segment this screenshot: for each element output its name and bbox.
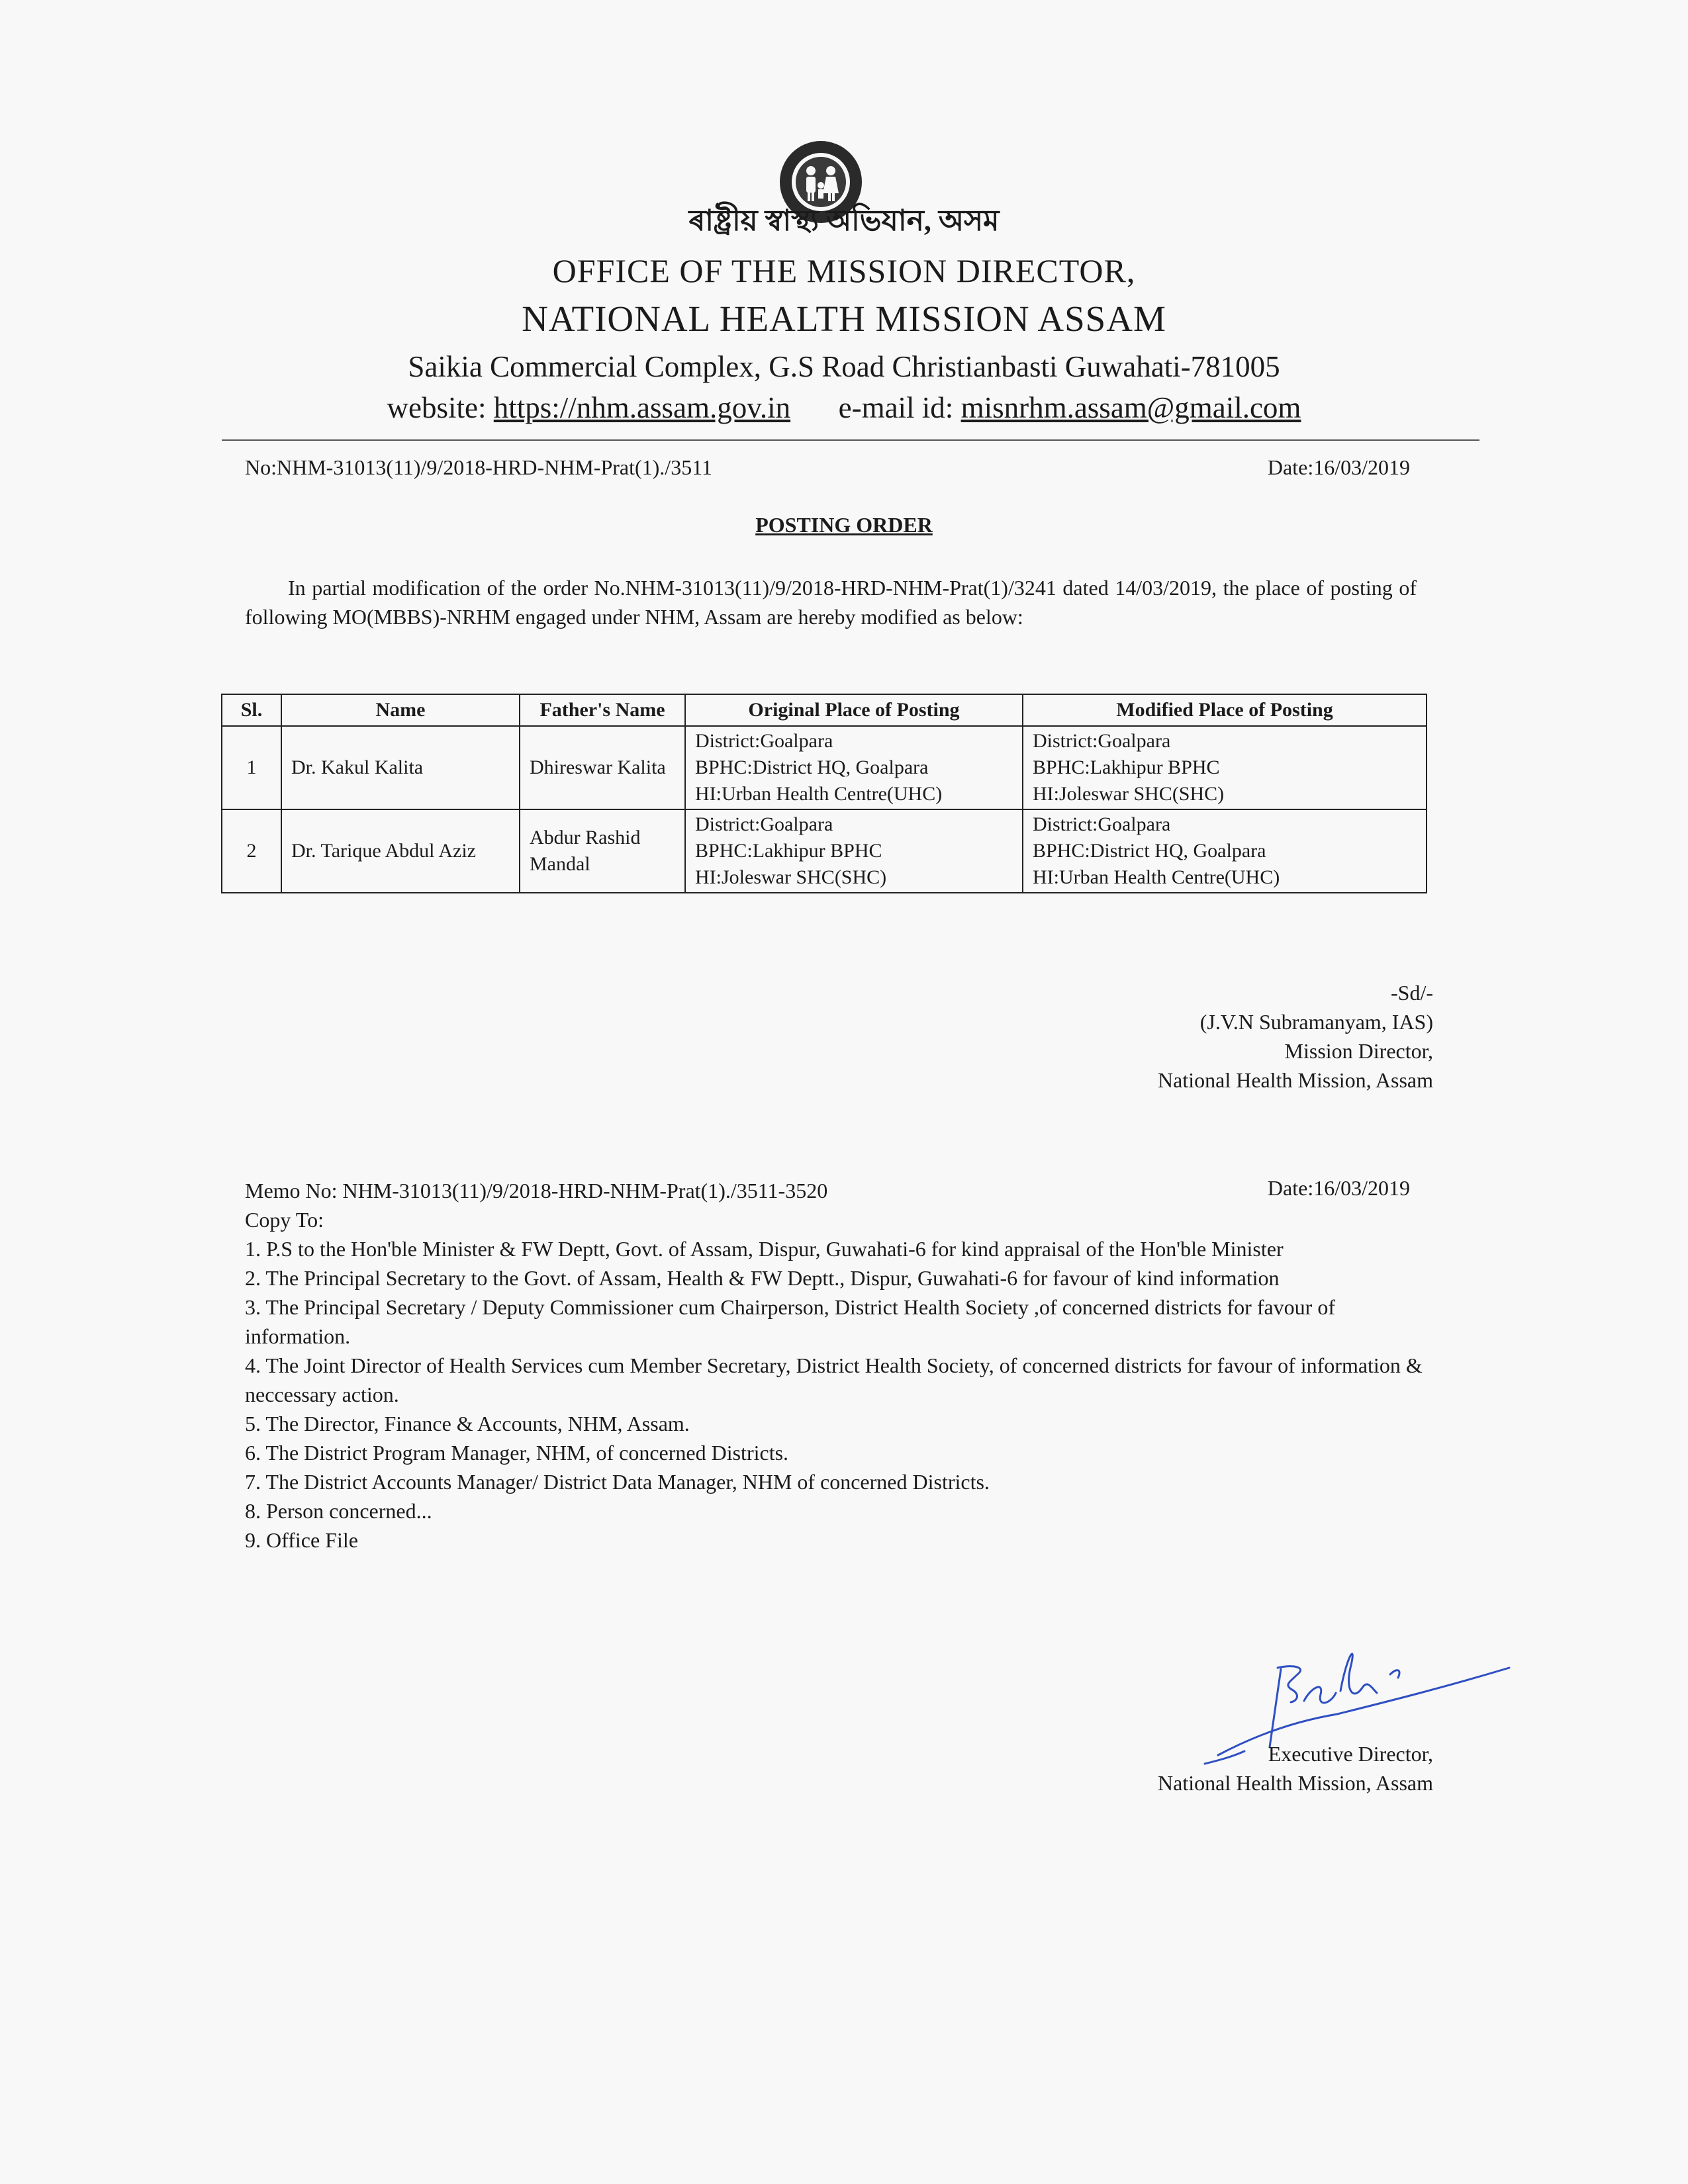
modified-hi: HI:Joleswar SHC(SHC)	[1033, 783, 1225, 805]
table-header-row	[222, 694, 1427, 726]
header-original-posting: Original Place of Posting	[685, 694, 1023, 726]
header-sl: Sl.	[222, 694, 281, 726]
order-paragraph: In partial modification of the order No.NHM-31013(11)/9/2018-HRD-NHM-Prat(1)/3241 dated 14/03/2019, the place of posting of following MO(MBBS)-NRHM engaged under NHM, Assam are hereby modified as below:	[245, 576, 1417, 629]
original-district: District:Goalpara	[695, 730, 833, 752]
copy-item: 1. P.S to the Hon'ble Minister & FW Deptt, Govt. of Assam, Dispur, Guwahati-6 for kind appraisal of the Hon'ble Minister	[245, 1237, 1284, 1261]
header-father-name: Father's Name	[520, 694, 685, 726]
copy-item: 8. Person concerned...	[245, 1499, 432, 1523]
table-row	[222, 809, 1427, 893]
cell-name: Dr. Kakul Kalita	[281, 726, 520, 809]
copy-item: 5. The Director, Finance & Accounts, NHM, Assam.	[245, 1412, 690, 1435]
copy-item: 4. The Joint Director of Health Services cum Member Secretary, District Health Society, of concerned districts for favour of information & neccessary action.	[245, 1353, 1423, 1406]
copy-to-label: Copy To:	[245, 1208, 324, 1232]
posting-table	[221, 694, 1427, 893]
cell-modified-posting	[1023, 809, 1427, 893]
original-hi: HI:Urban Health Centre(UHC)	[695, 783, 943, 805]
office-title: OFFICE OF THE MISSION DIRECTOR,	[552, 252, 1136, 289]
website-link[interactable]: https://nhm.assam.gov.in	[493, 391, 791, 424]
signatory-name: (J.V.N Subramanyam, IAS)	[1199, 1010, 1433, 1034]
original-hi: HI:Joleswar SHC(SHC)	[695, 866, 887, 888]
copy-item: 2. The Principal Secretary to the Govt. of Assam, Health & FW Deptt., Dispur, Guwahati-6 for favour of kind information	[245, 1266, 1280, 1290]
memo-block	[245, 1176, 1436, 1555]
signatory-designation: Mission Director,	[1284, 1039, 1433, 1063]
original-bphc: BPHC:Lakhipur BPHC	[695, 840, 882, 862]
original-bphc: BPHC:District HQ, Goalpara	[695, 756, 929, 778]
posting-order-title: POSTING ORDER	[755, 513, 933, 537]
cell-modified-posting	[1023, 726, 1427, 809]
header-divider	[222, 439, 1479, 441]
header-name: Name	[281, 694, 520, 726]
assamese-title: ৰাষ্ট্ৰীয় স্বাস্থ্য অভিযান, অসম	[688, 205, 1000, 237]
cell-father: Dhireswar Kalita	[520, 726, 685, 809]
copy-item: 9. Office File	[245, 1528, 358, 1552]
cell-original-posting	[685, 726, 1023, 809]
modified-bphc: BPHC:Lakhipur BPHC	[1033, 756, 1220, 778]
copy-item: 3. The Principal Secretary / Deputy Commissioner cum Chairperson, District Health Society ,of concerned districts for favour of information.	[245, 1295, 1335, 1348]
executive-designation: Executive Director,	[1268, 1742, 1433, 1766]
cell-sl: 1	[222, 726, 281, 809]
cell-father: Abdur Rashid Mandal	[520, 809, 685, 893]
order-number: No:NHM-31013(11)/9/2018-HRD-NHM-Prat(1)./3511	[245, 455, 712, 479]
contact-line	[0, 390, 1688, 425]
office-address: Saikia Commercial Complex, G.S Road Christianbasti Guwahati-781005	[408, 350, 1280, 383]
mission-director-signature-block	[1158, 978, 1433, 1095]
table-row	[222, 726, 1427, 809]
modified-hi: HI:Urban Health Centre(UHC)	[1033, 866, 1280, 888]
email-label: e-mail id:	[838, 391, 954, 424]
memo-number: Memo No: NHM-31013(11)/9/2018-HRD-NHM-Prat(1)./3511-3520	[245, 1179, 828, 1203]
cell-original-posting	[685, 809, 1023, 893]
header-modified-posting: Modified Place of Posting	[1023, 694, 1427, 726]
order-date: Date:16/03/2019	[1267, 455, 1410, 479]
cell-sl: 2	[222, 809, 281, 893]
original-district: District:Goalpara	[695, 813, 833, 835]
executive-organization: National Health Mission, Assam	[1158, 1771, 1433, 1795]
copy-item: 7. The District Accounts Manager/ District Data Manager, NHM of concerned Districts.	[245, 1470, 990, 1494]
cell-name: Dr. Tarique Abdul Aziz	[281, 809, 520, 893]
email-link[interactable]: misnrhm.assam@gmail.com	[961, 391, 1301, 424]
memo-date: Date:16/03/2019	[1267, 1176, 1410, 1200]
modified-bphc: BPHC:District HQ, Goalpara	[1033, 840, 1266, 862]
executive-director-block	[1158, 1739, 1433, 1797]
sd-mark: -Sd/-	[1391, 981, 1433, 1005]
modified-district: District:Goalpara	[1033, 730, 1171, 752]
copy-item: 6. The District Program Manager, NHM, of concerned Districts.	[245, 1441, 789, 1465]
modified-district: District:Goalpara	[1033, 813, 1171, 835]
signatory-organization: National Health Mission, Assam	[1158, 1068, 1433, 1092]
website-label: website:	[387, 391, 487, 424]
organization-title: NATIONAL HEALTH MISSION ASSAM	[522, 298, 1166, 339]
